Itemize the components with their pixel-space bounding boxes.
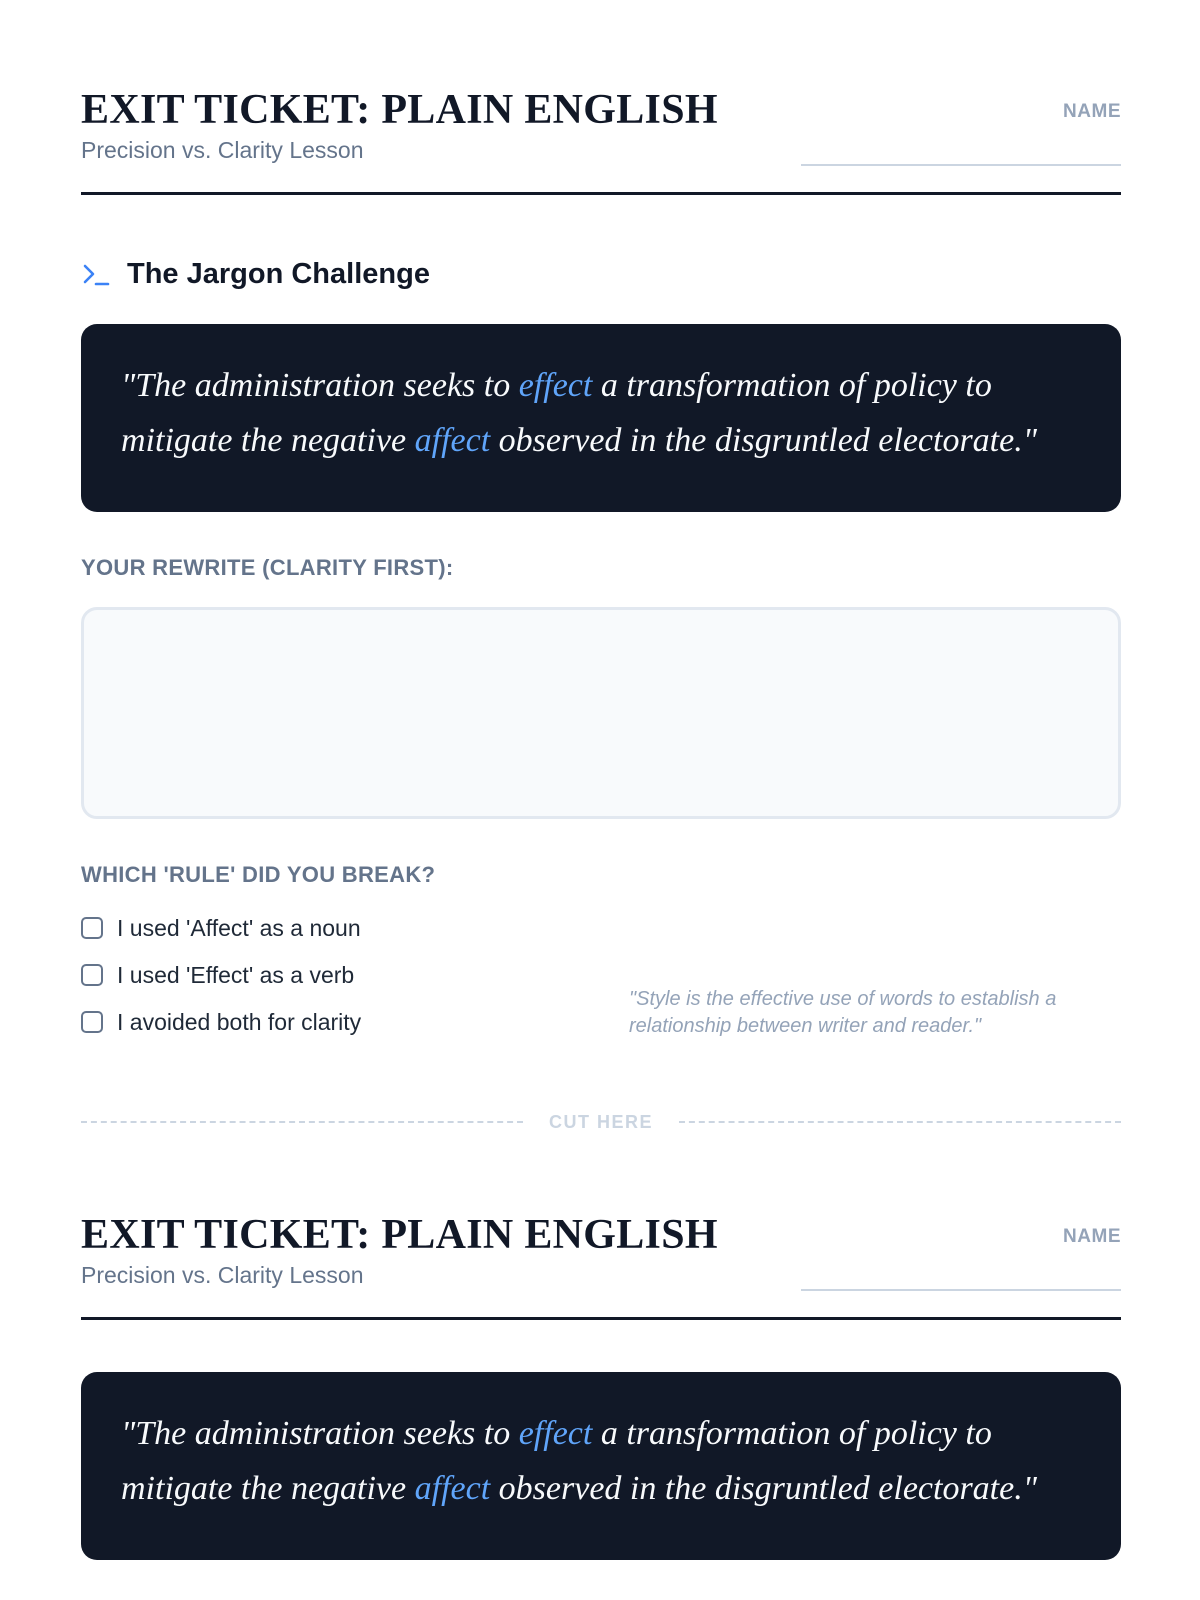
rewrite-label: YOUR REWRITE (CLARITY FIRST): xyxy=(81,555,454,580)
rule-option[interactable] xyxy=(81,914,601,942)
highlighted-word-affect: affect xyxy=(414,1470,491,1507)
section-title: The Jargon Challenge xyxy=(127,257,430,290)
rule-option[interactable] xyxy=(81,1008,601,1036)
highlighted-word-effect: effect xyxy=(518,367,593,404)
checkbox[interactable] xyxy=(81,964,103,986)
quote-text-segment: a transformation of policy to mitigate the negative xyxy=(121,1415,992,1507)
ticket-header xyxy=(81,0,1121,196)
name-label: NAME xyxy=(1063,1226,1121,1247)
jargon-quote-box xyxy=(81,1372,1121,1560)
option-label: I used 'Affect' as a noun xyxy=(117,914,361,941)
header-divider xyxy=(81,1317,1121,1320)
ticket-header xyxy=(81,1125,1121,1321)
quote-text-segment: "The administration seeks to xyxy=(121,367,519,404)
highlighted-word-effect: effect xyxy=(518,1415,593,1452)
quote-text-segment: observed in the disgruntled electorate." xyxy=(490,1470,1037,1507)
checkbox[interactable] xyxy=(81,1011,103,1033)
jargon-quote xyxy=(121,358,1081,468)
rule-options xyxy=(81,914,601,1055)
header-divider xyxy=(81,192,1121,195)
highlighted-word-affect: affect xyxy=(414,422,491,459)
section-heading xyxy=(81,254,430,294)
cut-dash-right xyxy=(679,1121,1121,1123)
jargon-quote-box xyxy=(81,324,1121,512)
rule-option[interactable] xyxy=(81,961,601,989)
exit-ticket-bottom xyxy=(81,1125,1121,1507)
name-input-line[interactable] xyxy=(801,1289,1121,1291)
option-label: I used 'Effect' as a verb xyxy=(117,961,355,988)
ticket-title: EXIT TICKET: PLAIN ENGLISH xyxy=(81,87,718,133)
name-input-line[interactable] xyxy=(801,164,1121,166)
jargon-quote xyxy=(121,1406,1081,1516)
cut-here-label: CUT HERE xyxy=(548,1112,653,1132)
quote-text-segment: a transformation of policy to mitigate the negative xyxy=(121,367,992,459)
exit-ticket-top xyxy=(81,0,1121,1037)
option-label: I avoided both for clarity xyxy=(117,1008,362,1035)
quote-text-segment: "The administration seeks to xyxy=(121,1415,519,1452)
ticket-title: EXIT TICKET: PLAIN ENGLISH xyxy=(81,1212,718,1258)
terminal-prompt-icon xyxy=(81,259,111,289)
ticket-subtitle: Precision vs. Clarity Lesson xyxy=(81,1262,364,1288)
name-label: NAME xyxy=(1063,101,1121,122)
style-quote: "Style is the effective use of words to establish a relationship between writer and reader." xyxy=(629,988,1057,1037)
rewrite-textarea[interactable] xyxy=(81,607,1121,819)
checkbox[interactable] xyxy=(81,917,103,939)
quote-text-segment: observed in the disgruntled electorate." xyxy=(490,422,1037,459)
ticket-subtitle: Precision vs. Clarity Lesson xyxy=(81,137,364,163)
rule-question-label: WHICH 'RULE' DID YOU BREAK? xyxy=(81,862,436,887)
